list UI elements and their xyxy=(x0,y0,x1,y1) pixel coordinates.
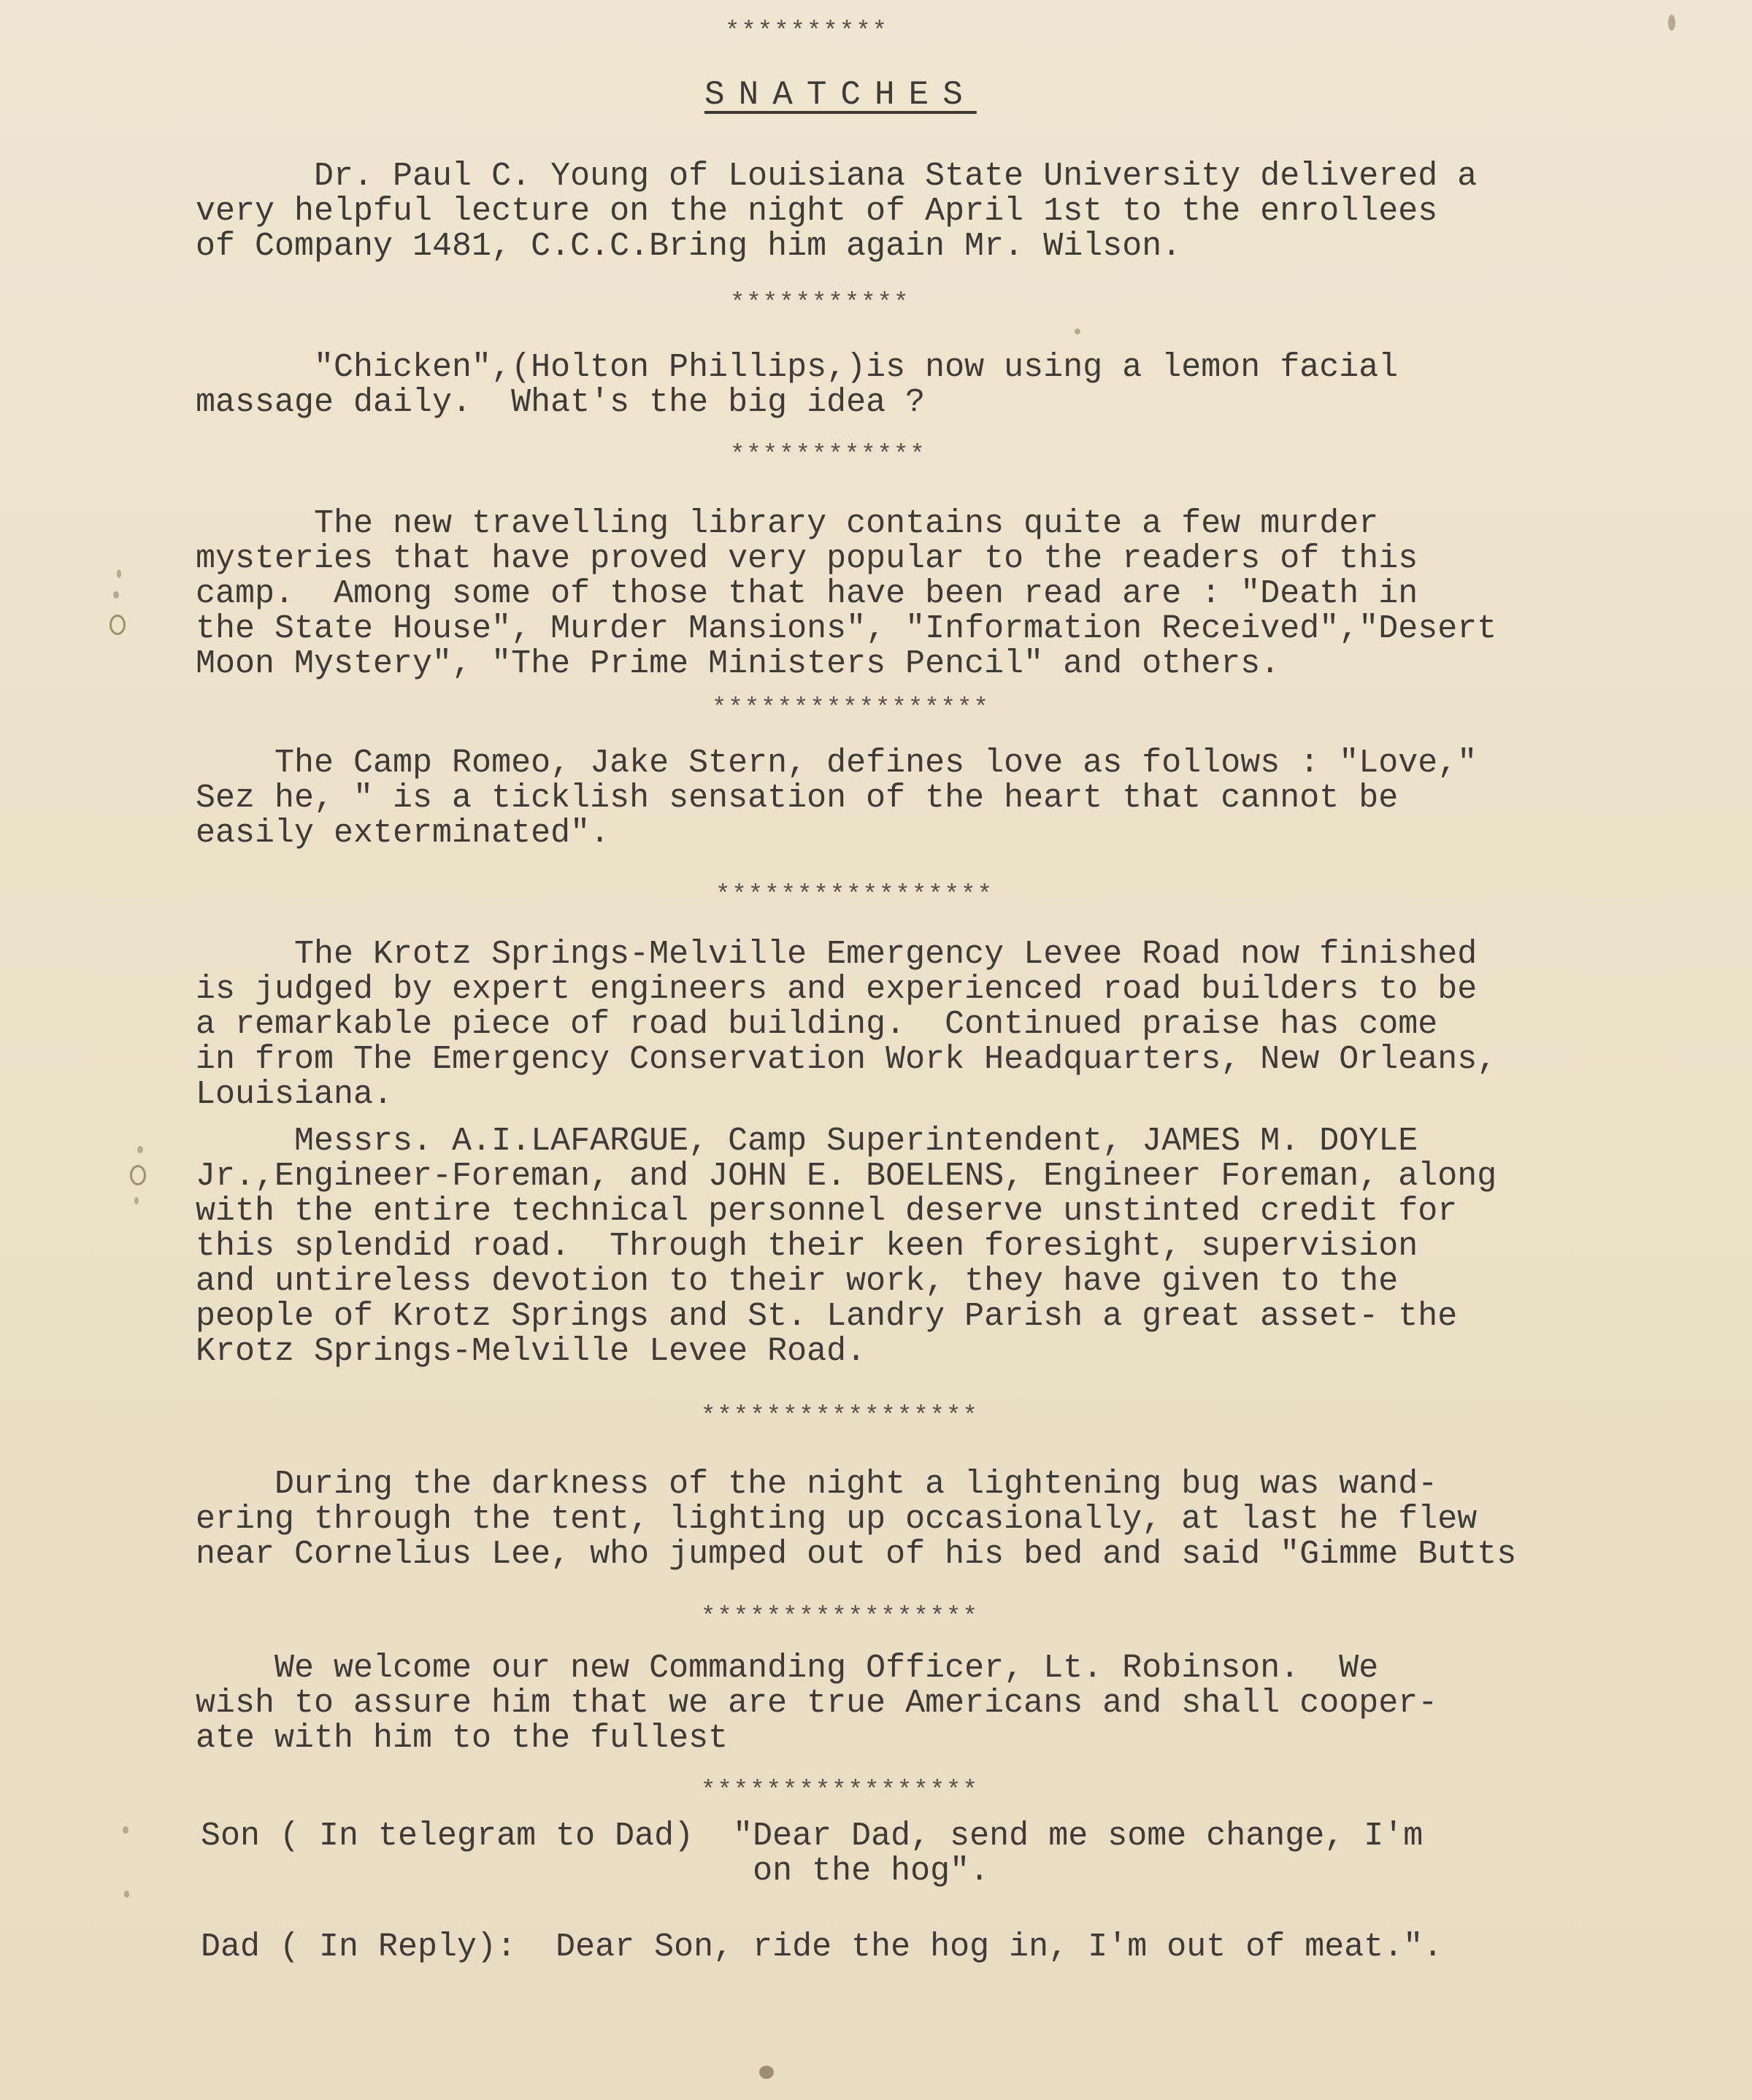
paper-speck xyxy=(134,1197,139,1204)
separator: ************ xyxy=(730,442,926,469)
text-line: We welcome our new Commanding Officer, Lt. Robinson. We xyxy=(196,1650,1379,1687)
paragraph-romeo xyxy=(196,746,1626,851)
paragraph-library xyxy=(196,507,1626,682)
separator: *********** xyxy=(730,290,910,318)
separator: ***************** xyxy=(715,882,994,909)
text-line: ate with him to the fullest xyxy=(196,1720,729,1757)
text-line: Louisiana. xyxy=(196,1076,393,1113)
text-line: Sez he, " is a ticklish sensation of the heart that cannot be xyxy=(196,780,1399,817)
text-line: and untireless devotion to their work, they have given to the xyxy=(196,1263,1399,1300)
paper-speck xyxy=(1668,15,1675,31)
paragraph-lecture xyxy=(196,159,1626,264)
separator: ***************** xyxy=(701,1604,979,1631)
text-line: this splendid road. Through their keen foresight, supervision xyxy=(196,1228,1418,1265)
text-line: in from The Emergency Conservation Work Headquarters, New Orleans, xyxy=(196,1041,1497,1078)
paper-speck xyxy=(759,2066,774,2079)
text-line: Messrs. A.I.LAFARGUE, Camp Superintendent, JAMES M. DOYLE xyxy=(196,1123,1418,1160)
text-line: Krotz Springs-Melville Levee Road. xyxy=(196,1333,867,1370)
paragraph-lightening-bug xyxy=(196,1467,1626,1572)
paragraph-welcome xyxy=(196,1651,1626,1756)
text-line: near Cornelius Lee, who jumped out of his bed and said "Gimme Butts xyxy=(196,1536,1517,1573)
paper-speck xyxy=(113,591,119,599)
text-line: with the entire technical personnel deserve unstinted credit for xyxy=(196,1193,1458,1230)
text-line: The Camp Romeo, Jake Stern, defines love as follows : "Love," xyxy=(196,745,1478,782)
punch-hole-mark xyxy=(130,1165,146,1185)
punch-hole-mark xyxy=(110,615,126,635)
text-line: Son ( In telegram to Dad) "Dear Dad, send me some change, I'm xyxy=(201,1818,1424,1855)
text-line: easily exterminated". xyxy=(196,815,610,852)
paper-speck xyxy=(123,1826,128,1834)
text-line: During the darkness of the night a lightening bug was wand- xyxy=(196,1466,1438,1503)
text-line: The Krotz Springs-Melville Emergency Levee Road now finished xyxy=(196,936,1478,973)
separator: ***************** xyxy=(701,1777,979,1805)
text-line: people of Krotz Springs and St. Landry Parish a great asset- the xyxy=(196,1298,1458,1335)
paragraph-chicken xyxy=(196,350,1626,420)
paragraph-personnel xyxy=(196,1124,1626,1369)
page-title: SNATCHES xyxy=(704,76,977,114)
text-line: Jr.,Engineer-Foreman, and JOHN E. BOELENS, Engineer Foreman, along xyxy=(196,1158,1497,1195)
paragraph-levee-road xyxy=(196,937,1626,1112)
separator: ***************** xyxy=(701,1403,979,1431)
text-line: on the hog". xyxy=(201,1853,990,1890)
text-line: of Company 1481, C.C.C.Bring him again Mr. Wilson. xyxy=(196,228,1182,265)
text-line: very helpful lecture on the night of April 1st to the enrollees xyxy=(196,193,1438,230)
paragraph-reply xyxy=(201,1930,1632,1965)
paper-speck xyxy=(117,569,121,578)
text-line: a remarkable piece of road building. Continued praise has come xyxy=(196,1006,1438,1043)
text-line: wish to assure him that we are true Americans and shall cooper- xyxy=(196,1685,1438,1722)
paper-speck xyxy=(137,1146,143,1153)
text-line: mysteries that have proved very popular to the readers of this xyxy=(196,540,1418,577)
text-line: Dr. Paul C. Young of Louisiana State University delivered a xyxy=(196,158,1478,195)
text-line: Moon Mystery", "The Prime Ministers Pencil" and others. xyxy=(196,645,1280,682)
text-line: is judged by expert engineers and experienced road builders to be xyxy=(196,971,1478,1008)
separator: ***************** xyxy=(712,695,990,723)
paragraph-telegram xyxy=(201,1819,1632,1889)
text-line: The new travelling library contains quite a few murder xyxy=(196,505,1379,542)
text-line: ering through the tent, lighting up occasionally, at last he flew xyxy=(196,1501,1478,1538)
text-line: the State House", Murder Mansions", "Information Received","Desert xyxy=(196,610,1497,647)
text-line: massage daily. What's the big idea ? xyxy=(196,384,926,421)
text-line: Dad ( In Reply): Dear Son, ride the hog in, I'm out of meat.". xyxy=(201,1928,1443,1966)
text-line: "Chicken",(Holton Phillips,)is now using a lemon facial xyxy=(196,349,1399,386)
paper-speck xyxy=(124,1891,129,1898)
text-line: camp. Among some of those that have been read are : "Death in xyxy=(196,575,1418,612)
paper-speck xyxy=(1075,328,1080,334)
top-separator: ********** xyxy=(725,18,889,46)
